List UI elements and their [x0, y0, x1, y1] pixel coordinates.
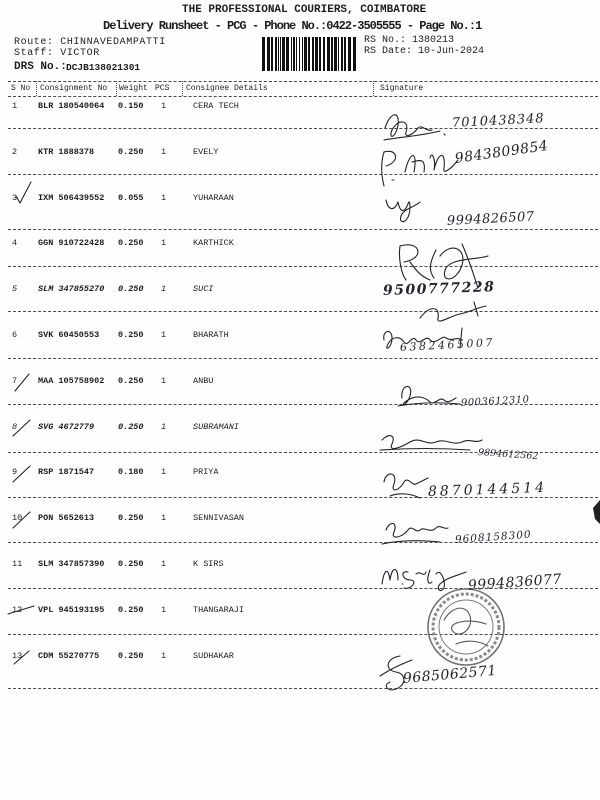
signature-scribble — [386, 200, 420, 222]
route-value: CHINNAVEDAMPATTI — [60, 37, 166, 48]
weight: 0.150 — [118, 101, 144, 111]
consignee-name: YUHARAAN — [193, 193, 234, 203]
weight: 0.250 — [118, 238, 144, 248]
tick-mark — [13, 512, 30, 528]
weight: 0.180 — [118, 467, 144, 477]
consignment-number: CDM 55270775 — [38, 651, 100, 661]
consignment-number: IXM 506439552 — [38, 193, 105, 203]
handwritten-phone-number: 8870144514 — [427, 479, 548, 500]
consignee-name: SUCI — [193, 284, 214, 294]
pieces: 1 — [161, 284, 167, 294]
signature-scribble — [444, 608, 488, 646]
tick-mark — [8, 606, 34, 614]
consignment-number: VPL 945193195 — [38, 605, 105, 615]
serial-number: 6 — [12, 330, 18, 340]
pieces: 1 — [161, 513, 167, 523]
handwritten-phone-number: 9608158300 — [454, 528, 533, 546]
weight: 0.250 — [118, 422, 144, 432]
consignee-name: K SIRS — [193, 559, 224, 569]
pieces: 1 — [161, 147, 167, 157]
consignee-name: BHARATH — [193, 330, 229, 340]
pieces: 1 — [161, 467, 167, 477]
weight: 0.250 — [118, 284, 144, 294]
signature-scribble — [382, 523, 448, 544]
handwritten-phone-number: 9500777228 — [382, 279, 496, 299]
pieces: 1 — [161, 376, 167, 386]
pieces: 1 — [161, 101, 167, 111]
consignment-number: PON 5652613 — [38, 513, 95, 523]
rs-date-value: 10-Jun-2024 — [418, 46, 485, 57]
handwritten-phone-number: 9003612310 — [460, 394, 530, 409]
consignment-number: RSP 1871547 — [38, 467, 95, 477]
serial-number: 5 — [12, 284, 18, 294]
consignment-number: GGN 910722428 — [38, 238, 105, 248]
weight: 0.250 — [118, 559, 144, 569]
handwritten-phone-number: 6382465007 — [399, 336, 496, 354]
handwritten-phone-number: 9685062571 — [402, 662, 498, 687]
column-header-pcs: PCS — [155, 84, 170, 93]
signature-scribble — [382, 151, 458, 186]
scan-mark — [593, 500, 600, 524]
stamp — [428, 589, 504, 665]
serial-number: 11 — [12, 559, 23, 569]
tick-mark — [14, 651, 29, 664]
serial-number: 8 — [12, 422, 18, 432]
consignee-name: THANGARAJI — [193, 605, 245, 615]
consignment-number: SLM 347855270 — [38, 284, 105, 294]
pieces: 1 — [161, 559, 167, 569]
serial-number: 3 — [12, 193, 18, 203]
serial-number: 7 — [12, 376, 18, 386]
weight: 0.250 — [118, 376, 144, 386]
serial-number: 2 — [12, 147, 18, 157]
pieces: 1 — [161, 330, 167, 340]
handwritten-phone-number: 9894612562 — [477, 447, 539, 463]
serial-number: 4 — [12, 238, 18, 248]
weight: 0.055 — [118, 193, 144, 203]
drs-number: DCJB138021301 — [66, 62, 141, 73]
consignee-name: PRIYA — [193, 467, 219, 477]
tick-mark — [15, 374, 29, 391]
serial-number: 9 — [12, 467, 18, 477]
column-header-consignee: Consignee Details — [186, 84, 268, 93]
consignment-number: SVG 4672779 — [38, 422, 95, 432]
weight: 0.250 — [118, 651, 144, 661]
consignee-name: SENNIVASAN — [193, 513, 245, 523]
consignment-number: KTR 1888378 — [38, 147, 95, 157]
signature-scribble — [420, 302, 486, 321]
consignee-name: EVELY — [193, 147, 219, 157]
tick-mark — [16, 182, 31, 203]
consignment-number: SLM 347857390 — [38, 559, 105, 569]
handwritten-phone-number: 7010438348 — [451, 111, 545, 131]
signature-scribble — [398, 386, 460, 406]
company-name: THE PROFESSIONAL COURIERS, COIMBATORE — [182, 4, 427, 16]
rs-date-label: RS Date: — [364, 46, 413, 57]
serial-number: 10 — [12, 513, 23, 523]
runsheet-subtitle: Delivery Runsheet - PCG - Phone No.:0422-3505555 - Page No.:1 — [103, 19, 482, 33]
handwritten-phone-number: 9843809854 — [453, 137, 550, 167]
signature-scribble — [380, 436, 482, 450]
pieces: 1 — [161, 238, 167, 248]
handwritten-phone-number: 9994836077 — [467, 571, 563, 594]
rs-number-value: 1380213 — [412, 35, 455, 46]
consignment-number: MAA 105758902 — [38, 376, 105, 386]
tick-mark — [13, 420, 30, 436]
weight: 0.250 — [118, 513, 144, 523]
column-header-consignment: Consignment No — [40, 84, 108, 93]
signature-scribble — [382, 570, 466, 591]
tick-mark — [13, 466, 30, 482]
staff-value: VICTOR — [60, 48, 100, 59]
serial-number: 1 — [12, 101, 18, 111]
pieces: 1 — [161, 422, 167, 432]
pieces: 1 — [161, 651, 167, 661]
signature-scribble — [384, 115, 445, 140]
rs-number-label: RS No.: — [364, 35, 407, 46]
consignee-name: CERA TECH — [193, 101, 239, 111]
pieces: 1 — [161, 605, 167, 615]
consignee-name: ANBU — [193, 376, 214, 386]
drs-label: DRS No.: — [14, 61, 67, 73]
serial-number: 13 — [12, 651, 23, 661]
weight: 0.250 — [118, 147, 144, 157]
column-header-sno: S No — [11, 84, 31, 93]
consignment-number: BLR 180540064 — [38, 101, 105, 111]
pieces: 1 — [161, 193, 167, 203]
route-label: Route: — [14, 37, 54, 48]
consignee-name: KARTHICK — [193, 238, 234, 248]
column-header-weight: Weight — [119, 84, 148, 93]
weight: 0.250 — [118, 330, 144, 340]
handwritten-phone-number: 9994826507 — [446, 209, 535, 229]
consignee-name: SUDHAKAR — [193, 651, 234, 661]
serial-number: 12 — [12, 605, 23, 615]
consignee-name: SUBRAMANI — [193, 422, 239, 432]
staff-label: Staff: — [14, 48, 54, 59]
column-header-signature: Signature — [380, 84, 424, 93]
consignment-number: SVK 60450553 — [38, 330, 100, 340]
signature-scribble — [384, 474, 428, 498]
weight: 0.250 — [118, 605, 144, 615]
